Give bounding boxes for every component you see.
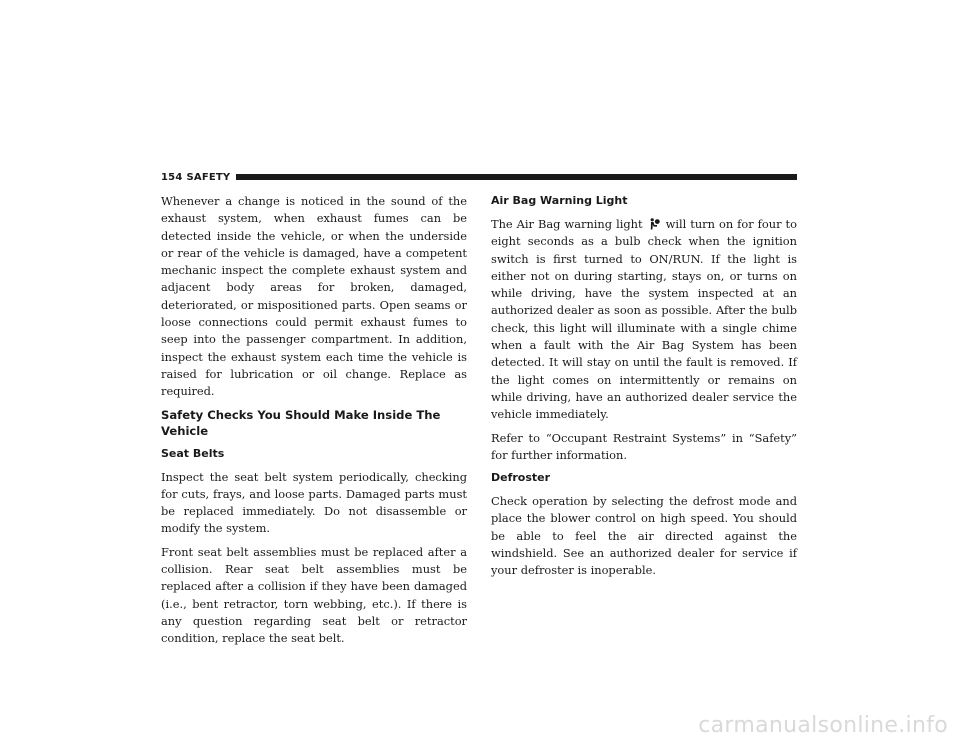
seat-belt-inspect-paragraph: Inspect the seat belt system periodically, checking for cuts, frays, and loose parts. Damaged parts must be replaced immediately. Do not disassemble or modify the system.: [161, 469, 467, 536]
seat-belts-heading: Seat Belts: [161, 446, 225, 460]
airbag-text-before: The Air Bag warning light: [491, 217, 647, 231]
exhaust-paragraph: Whenever a change is noticed in the sound of the exhaust system, when exhaust fumes can be detected inside the vehicle, or when the underside or rear of the vehicle is damaged, have a competent mechanic inspect the complete exhaust system and adjacent body areas for broken, damaged, deteriorated, or mispositioned parts. Open seams or loose connections could permit exhaust fumes to seep into the passenger compartment. In addition, inspect the exhaust system each time the vehicle is raised for lubrication or oil change. Replace as required.: [161, 194, 467, 399]
airbag-light-heading: Air Bag Warning Light: [491, 194, 628, 207]
inside-checks-heading: Safety Checks You Should Make Inside The Vehicle: [161, 407, 441, 438]
header-rule: [236, 174, 797, 180]
defroster-heading: Defroster: [491, 471, 551, 485]
left-column: [161, 193, 467, 654]
refer-paragraph: Refer to “Occupant Restraint Systems” in “Safety” for further information.: [491, 430, 797, 462]
right-column: [491, 193, 797, 586]
seat-belt-replace-paragraph: Front seat belt assemblies must be replaced after a collision. Rear seat belt assemblies must be replaced after a collision if they have been damaged (i.e., bent retractor, torn webbing, etc.). If there is any question regarding seat belt or retractor condition, replace the seat belt.: [161, 544, 467, 646]
airbag-warning-icon: [649, 218, 660, 230]
page-header: [161, 170, 797, 184]
defroster-paragraph: Check operation by selecting the defrost mode and place the blower control on high speed. You should be able to feel the air directed against the windshield. See an authorized dealer for service if your defroster is inoperable.: [491, 494, 797, 578]
airbag-text-after: will turn on for four to eight seconds as a bulb check when the ignition switch is first turned to ON/RUN. If the light is either not on during starting, stays on, or turns on while driving, have the system inspected at an authorized dealer as soon as possible. After the bulb check, this light will illuminate with a single chime when a fault with the Air Bag System has been detected. It will stay on until the fault is removed. If the light comes on intermittently or remains on while driving, have an authorized dealer service the vehicle immediately.: [491, 217, 797, 422]
section-title: SAFETY: [186, 171, 231, 183]
watermark: carmanualsonline.info: [698, 713, 948, 738]
page-number: 154: [161, 171, 183, 183]
airbag-paragraph: [491, 216, 797, 424]
